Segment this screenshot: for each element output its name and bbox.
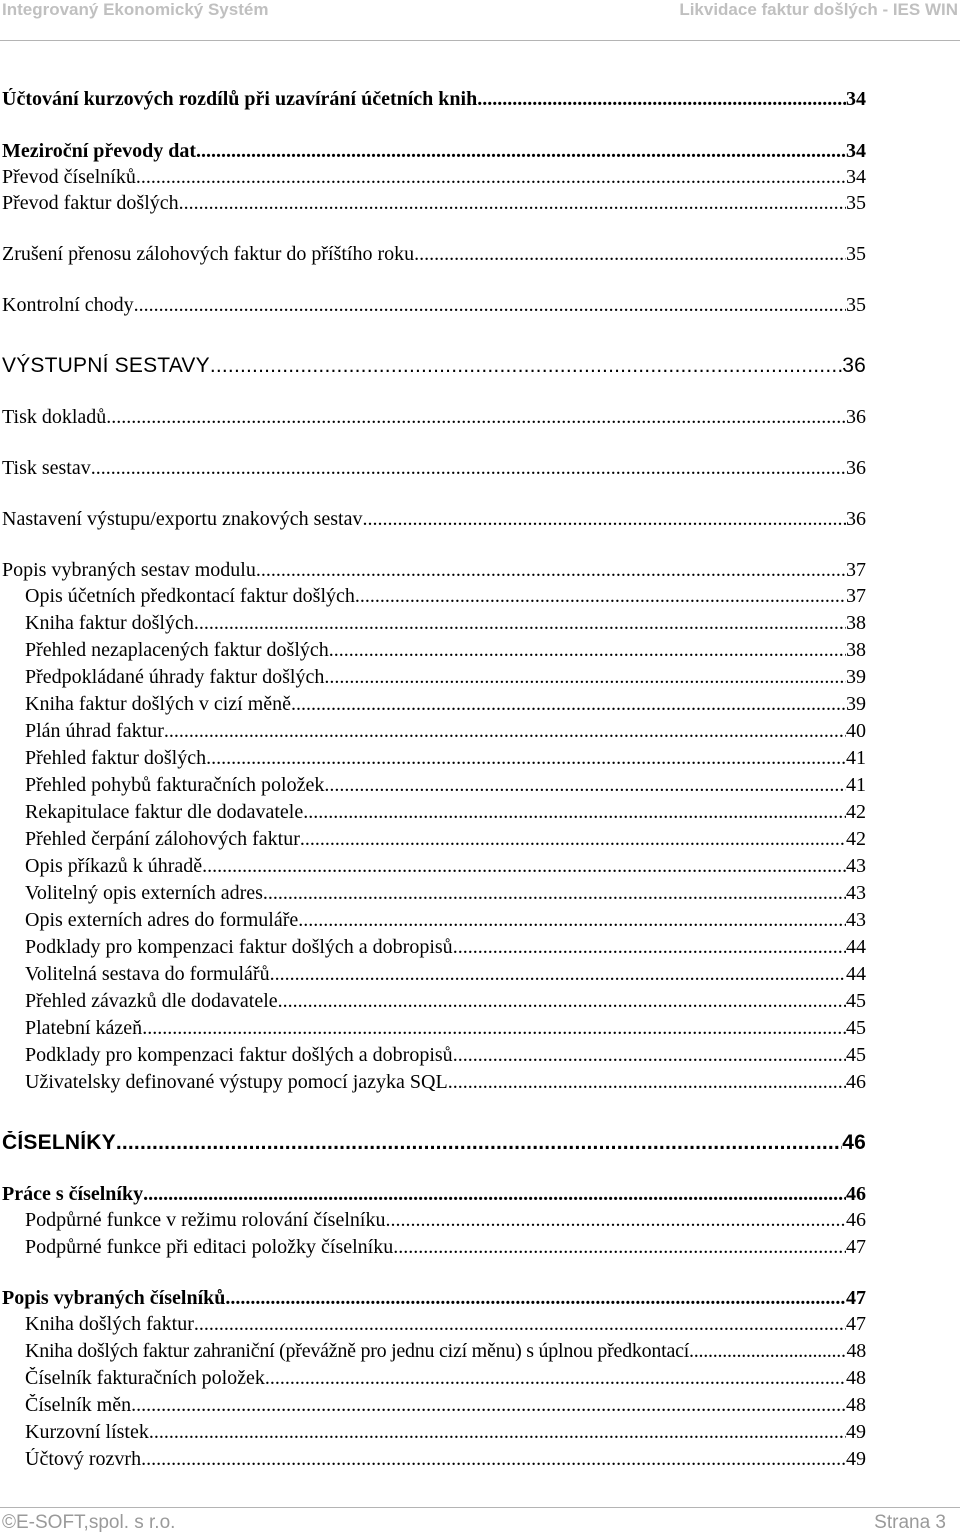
toc-entry-label: Práce s číselníky <box>2 1183 144 1205</box>
toc-entry-page: 41 <box>846 774 866 796</box>
toc-entry-label: Kniha došlých faktur zahraniční (převážně pro jednu cizí měnu) s úplnou předkontací. <box>25 1340 694 1362</box>
toc-entry-label: Podklady pro kompenzaci faktur došlých a dobropisů <box>25 1044 453 1066</box>
toc-entry-page: 35 <box>846 243 866 265</box>
toc-leader <box>206 747 846 770</box>
toc-leader <box>303 801 846 824</box>
toc-entry[interactable] <box>2 140 866 166</box>
toc-entry-label: Meziroční převody dat <box>2 140 197 162</box>
toc-entry-label: Kniha došlých faktur <box>25 1313 194 1335</box>
toc-entry-page: 34 <box>846 88 866 110</box>
toc-entry[interactable] <box>25 1340 866 1366</box>
toc-entry[interactable] <box>2 406 866 432</box>
toc-leader <box>194 612 846 635</box>
toc-entry-page: 45 <box>846 1017 866 1039</box>
toc-entry-label: Kontrolní chody <box>2 294 134 316</box>
toc-entry-label: VÝSTUPNÍ SESTAVY <box>2 354 210 377</box>
toc-entry-label: Popis vybraných číselníků <box>2 1287 226 1309</box>
toc-leader <box>362 508 846 531</box>
toc-entry-label: Přehled pohybů fakturačních položek <box>25 774 325 796</box>
toc-entry-label: Volitelná sestava do formulářů <box>25 963 270 985</box>
footer-company: ©E-SOFT,spol. s r.o. <box>2 1512 176 1533</box>
toc-entry[interactable] <box>25 828 866 854</box>
toc-leader <box>202 855 846 878</box>
toc-entry-page: 45 <box>846 1044 866 1066</box>
toc-entry[interactable] <box>25 1209 866 1235</box>
toc-leader <box>414 243 846 266</box>
toc-leader <box>385 1209 846 1232</box>
toc-entry-label: Opis externích adres do formuláře <box>25 909 299 931</box>
toc-entry-page: 36 <box>846 508 866 530</box>
toc-entry-page: 46 <box>846 1209 866 1231</box>
toc-entry-label: Zrušení přenosu zálohových faktur do příštího roku <box>2 243 415 265</box>
toc-entry[interactable] <box>25 1044 866 1070</box>
toc-leader <box>225 1287 846 1310</box>
toc-entry-label: Uživatelsky definované výstupy pomocí jazyka SQL <box>25 1071 448 1093</box>
toc-entry-label: Rekapitulace faktur dle dodavatele <box>25 801 304 823</box>
toc-entry-label: Kniha faktur došlých <box>25 612 194 634</box>
toc-leader <box>194 1313 846 1336</box>
toc-entry-page: 49 <box>846 1448 866 1470</box>
toc-leader <box>106 406 846 429</box>
toc-entry-label: Podpůrné funkce při editaci položky číselníku <box>25 1236 394 1258</box>
toc-leader <box>91 457 846 480</box>
toc-entry-page: 43 <box>846 882 866 904</box>
toc-leader <box>136 166 846 189</box>
toc-leader <box>256 559 846 582</box>
toc-entry-label: Číselník měn <box>25 1394 132 1416</box>
toc-entry[interactable] <box>25 774 866 800</box>
toc-entry[interactable] <box>25 1017 866 1043</box>
toc-entry[interactable] <box>2 559 866 585</box>
toc-entry-page: 46 <box>842 1131 866 1154</box>
toc-entry[interactable] <box>25 909 866 935</box>
toc-entry[interactable] <box>25 801 866 827</box>
toc-entry-page: 47 <box>846 1236 866 1258</box>
toc-entry[interactable] <box>25 855 866 881</box>
toc-leader <box>270 963 846 986</box>
header-system-name: Integrovaný Ekonomický Systém <box>2 0 269 19</box>
toc-entry[interactable] <box>25 1313 866 1339</box>
toc-entry[interactable] <box>25 1448 866 1474</box>
toc-entry[interactable] <box>2 354 866 380</box>
toc-entry-page: 37 <box>846 585 866 607</box>
toc-entry[interactable] <box>25 963 866 989</box>
toc-entry-page: 48 <box>846 1340 866 1362</box>
toc-entry-page: 36 <box>846 457 866 479</box>
toc-leader <box>263 882 846 905</box>
toc-entry-page: 34 <box>846 140 866 162</box>
toc-leader <box>329 639 846 662</box>
toc-entry[interactable] <box>25 1236 866 1262</box>
toc-entry-page: 38 <box>846 612 866 634</box>
toc-entry[interactable] <box>25 693 866 719</box>
toc-entry-page: 40 <box>846 720 866 742</box>
toc-entry[interactable] <box>25 990 866 1016</box>
header-divider <box>0 40 960 41</box>
toc-entry[interactable] <box>2 192 866 218</box>
toc-leader <box>265 1367 846 1390</box>
toc-entry-label: Přehled faktur došlých <box>25 747 207 769</box>
toc-entry-page: 44 <box>846 936 866 958</box>
toc-entry-label: Volitelný opis externích adres <box>25 882 263 904</box>
toc-entry-page: 48 <box>846 1394 866 1416</box>
toc-entry-label: Popis vybraných sestav modulu <box>2 559 256 581</box>
toc-entry[interactable] <box>25 639 866 665</box>
toc-entry-label: Tisk dokladů <box>2 406 107 428</box>
toc-leader <box>179 192 846 215</box>
toc-entry-label: Přehled čerpání zálohových faktur <box>25 828 300 850</box>
toc-entry-page: 49 <box>846 1421 866 1443</box>
toc-entry-label: Účtování kurzových rozdílů při uzavírání účetních knih <box>2 88 478 110</box>
toc-leader <box>291 693 846 716</box>
toc-entry-label: Nastavení výstupu/exportu znakových sestav <box>2 508 363 530</box>
toc-entry-page: 35 <box>846 192 866 214</box>
toc-entry-page: 45 <box>846 990 866 1012</box>
toc-entry-label: Kniha faktur došlých v cizí měně <box>25 693 292 715</box>
footer-page-number: Strana 3 <box>874 1512 946 1533</box>
toc-entry-page: 46 <box>846 1071 866 1093</box>
toc-entry-label: Účtový rozvrh <box>25 1448 142 1470</box>
toc-entry[interactable] <box>2 457 866 483</box>
toc-entry[interactable] <box>25 1421 866 1447</box>
toc-entry-label: Platební kázeň <box>25 1017 143 1039</box>
toc-leader <box>448 1071 846 1094</box>
toc-entry-label: Přehled nezaplacených faktur došlých <box>25 639 329 661</box>
toc-entry-page: 34 <box>846 166 866 188</box>
toc-leader <box>453 936 846 959</box>
toc-entry-page: 42 <box>846 801 866 823</box>
toc-entry-page: 47 <box>846 1313 866 1335</box>
toc-leader <box>355 585 846 608</box>
toc-entry-page: 38 <box>846 639 866 661</box>
toc-entry-label: Tisk sestav <box>2 457 91 479</box>
toc-entry-page: 43 <box>846 855 866 877</box>
toc-leader <box>134 294 846 317</box>
toc-entry-label: Převod faktur došlých <box>2 192 179 214</box>
toc-leader <box>116 1131 842 1155</box>
toc-entry-label: Číselník fakturačních položek <box>25 1367 265 1389</box>
toc-entry[interactable] <box>2 508 866 534</box>
toc-entry[interactable] <box>25 1071 866 1097</box>
toc-entry-label: Přehled závazků dle dodavatele <box>25 990 278 1012</box>
toc-leader <box>393 1236 846 1259</box>
toc-entry[interactable] <box>25 1367 866 1393</box>
toc-entry-label: Převod číselníků <box>2 166 136 188</box>
toc-leader <box>453 1044 846 1067</box>
toc-leader <box>196 140 846 163</box>
page-header <box>0 0 960 30</box>
toc-entry-page: 37 <box>846 559 866 581</box>
toc-entry-label: ČÍSELNÍKY <box>2 1131 116 1154</box>
toc-entry-label: Opis účetních předkontací faktur došlých <box>25 585 355 607</box>
toc-leader <box>143 1183 846 1206</box>
toc-entry-page: 41 <box>846 747 866 769</box>
toc-entry-label: Plán úhrad faktur <box>25 720 164 742</box>
toc-leader <box>694 1340 847 1363</box>
toc-entry[interactable] <box>25 1394 866 1420</box>
toc-entry-label: Podklady pro kompenzaci faktur došlých a dobropisů <box>25 936 453 958</box>
toc-leader <box>278 990 846 1013</box>
toc-entry[interactable] <box>25 585 866 611</box>
toc-leader <box>300 828 846 851</box>
toc-entry-page: 44 <box>846 963 866 985</box>
toc-leader <box>210 354 842 378</box>
toc-entry-label: Podpůrné funkce v režimu rolování číselníku <box>25 1209 386 1231</box>
toc-entry[interactable] <box>25 882 866 908</box>
toc-leader <box>298 909 846 932</box>
toc-leader <box>142 1017 846 1040</box>
toc-entry-page: 43 <box>846 909 866 931</box>
toc-entry-label: Opis příkazů k úhradě <box>25 855 203 877</box>
toc-entry-label: Předpokládané úhrady faktur došlých <box>25 666 325 688</box>
toc-entry[interactable] <box>2 1183 866 1209</box>
toc-entry[interactable] <box>25 612 866 638</box>
toc-entry[interactable] <box>2 1287 866 1313</box>
toc-leader <box>149 1421 846 1444</box>
toc-leader <box>324 666 846 689</box>
toc-entry-page: 47 <box>846 1287 866 1309</box>
toc-entry-page: 36 <box>842 354 866 377</box>
toc-entry[interactable] <box>2 243 866 269</box>
toc-entry[interactable] <box>25 747 866 773</box>
toc-entry[interactable] <box>2 166 866 192</box>
toc-entry[interactable] <box>25 666 866 692</box>
toc-entry[interactable] <box>25 720 866 746</box>
toc-entry-page: 48 <box>846 1367 866 1389</box>
toc-entry-page: 35 <box>846 294 866 316</box>
header-document-title: Likvidace faktur došlých - IES WIN <box>679 0 958 19</box>
toc-leader <box>477 88 846 111</box>
toc-entry-page: 46 <box>846 1183 866 1205</box>
toc-leader <box>141 1448 846 1471</box>
toc-leader <box>131 1394 846 1417</box>
footer-divider <box>0 1507 960 1508</box>
toc-leader <box>324 774 846 797</box>
toc-entry-page: 42 <box>846 828 866 850</box>
toc-entry[interactable] <box>2 294 866 320</box>
toc-leader <box>164 720 846 743</box>
toc-entry-page: 39 <box>846 693 866 715</box>
toc-entry[interactable] <box>2 88 866 114</box>
toc-entry-label: Kurzovní lístek <box>25 1421 149 1443</box>
toc-entry-page: 39 <box>846 666 866 688</box>
toc-entry[interactable] <box>2 1131 866 1157</box>
toc-entry[interactable] <box>25 936 866 962</box>
toc-entry-page: 36 <box>846 406 866 428</box>
